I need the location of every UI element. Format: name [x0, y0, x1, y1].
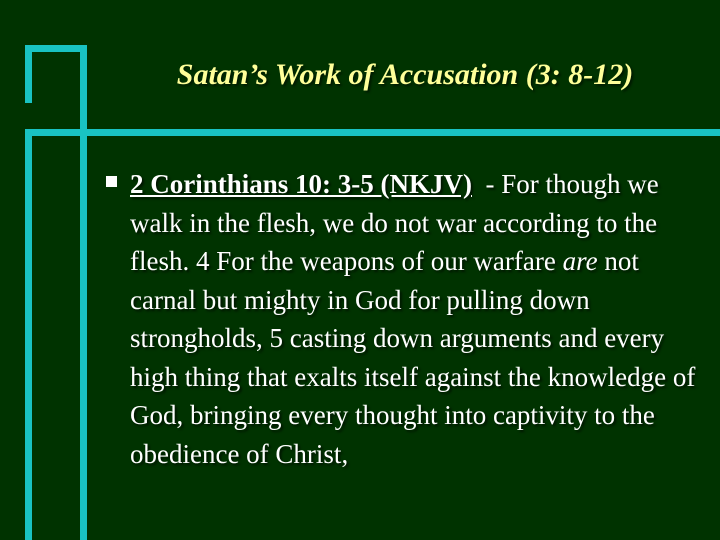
frame-line-vertical-left [25, 129, 32, 540]
paragraph-italic-word: are [562, 246, 598, 276]
bullet-paragraph [130, 165, 711, 473]
scripture-reference: 2 Corinthians 10: 3-5 (NKJV) [130, 169, 472, 199]
frame-line-vertical-right [80, 45, 87, 540]
frame-line-top [25, 45, 87, 52]
frame-line-horizontal [25, 129, 720, 136]
slide-title: Satan’s Work of Accusation (3: 8-12) [176, 58, 634, 91]
frame-line-left-upper [25, 45, 32, 103]
paragraph-text-2: not carnal but mighty in God for pulling down strongholds, 5 casting down arguments and every high thing that exalts itself against the knowledge of God, bringing every thought into captivity to the obedience of Christ, [130, 246, 696, 469]
paragraph-text-1: - For though we walk in the flesh, we do not war according to the flesh. 4 For the weapons of our warfare [130, 169, 666, 276]
slide-body [106, 165, 711, 473]
